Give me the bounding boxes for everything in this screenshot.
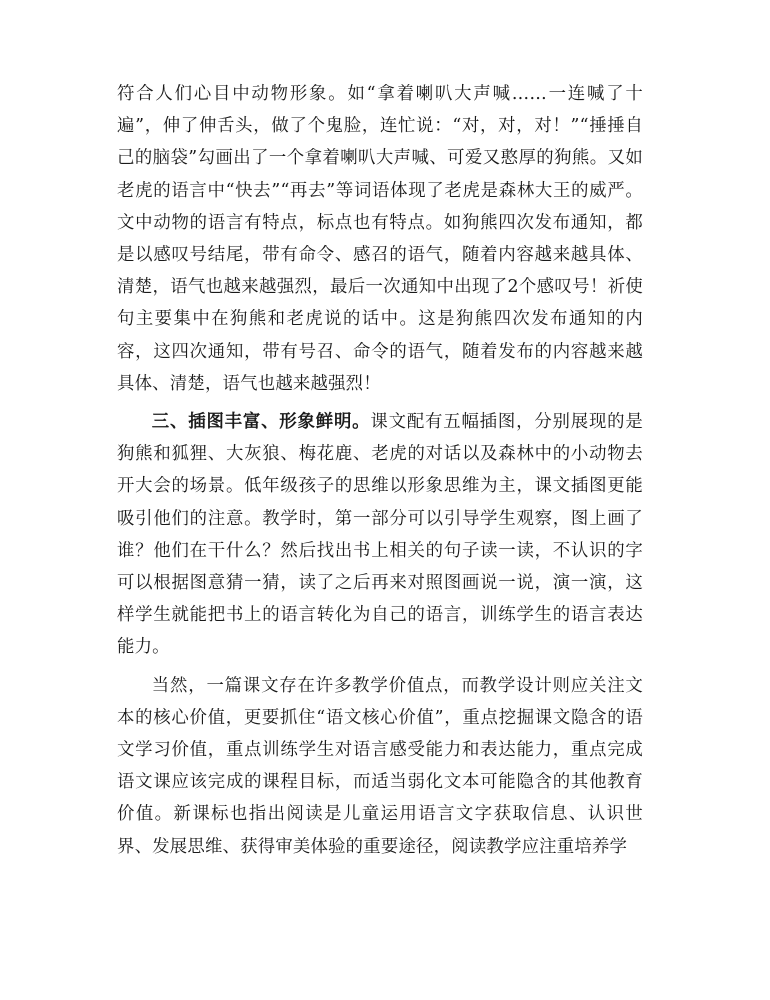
section-heading: 三、插图丰富、形象鲜明。: [151, 412, 371, 433]
paragraph-1-text: 符合人们心目中动物形象。如“拿着喇叭大声喊……一连喊了十遍”，伸了伸舌头，做了个鬼脸，连忙说：“对，对，对！”“捶捶自己的脑袋”勾画出了一个拿着喇叭大声喊、可爱又憨厚的狗熊。又如老虎的语言中“快去”“再去”等词语体现了老虎是森林大王的威严。文中动物的语言有特点，标点也有特点。如狗熊四次发布通知，都是以感叹号结尾，带有命令、感召的语气，随着内容越来越具体、清楚，语气也越来越强烈，最后一次通知中出现了2个感叹号！祈使句主要集中在狗熊和老虎说的话中。这是狗熊四次发布通知的内容，这四次通知，带有号召、命令的语气，随着发布的内容越来越具体、清楚，语气也越来越强烈！: [117, 84, 643, 394]
paragraph-3-text: 当然，一篇课文存在许多教学价值点，而教学设计则应关注文本的核心价值，更要抓住“语文核心价值”，重点挖掘课文隐含的语文学习价值，重点训练学生对语言感受能力和表达能力，重点完成语文课应该完成的课程目标，而适当弱化文本可能隐含的其他教育价值。新课标也指出阅读是儿童运用语言文字获取信息、认识世界、发展思维、获得审美体验的重要途径，阅读教学应注重培养学: [117, 675, 643, 857]
paragraph-2: [117, 406, 643, 664]
document-body: [117, 78, 643, 863]
paragraph-3: [117, 670, 643, 863]
paragraph-1: [117, 78, 643, 400]
paragraph-2-text: 课文配有五幅插图，分别展现的是狗熊和狐狸、大灰狼、梅花鹿、老虎的对话以及森林中的小动物去开大会的场景。低年级孩子的思维以形象思维为主，课文插图更能吸引他们的注意。教学时，第一部分可以引导学生观察，图上画了谁？他们在干什么？然后找出书上相关的句子读一读，不认识的字可以根据图意猜一猜，读了之后再来对照图画说一说，演一演，这样学生就能把书上的语言转化为自己的语言，训练学生的语言表达能力。: [117, 412, 643, 658]
